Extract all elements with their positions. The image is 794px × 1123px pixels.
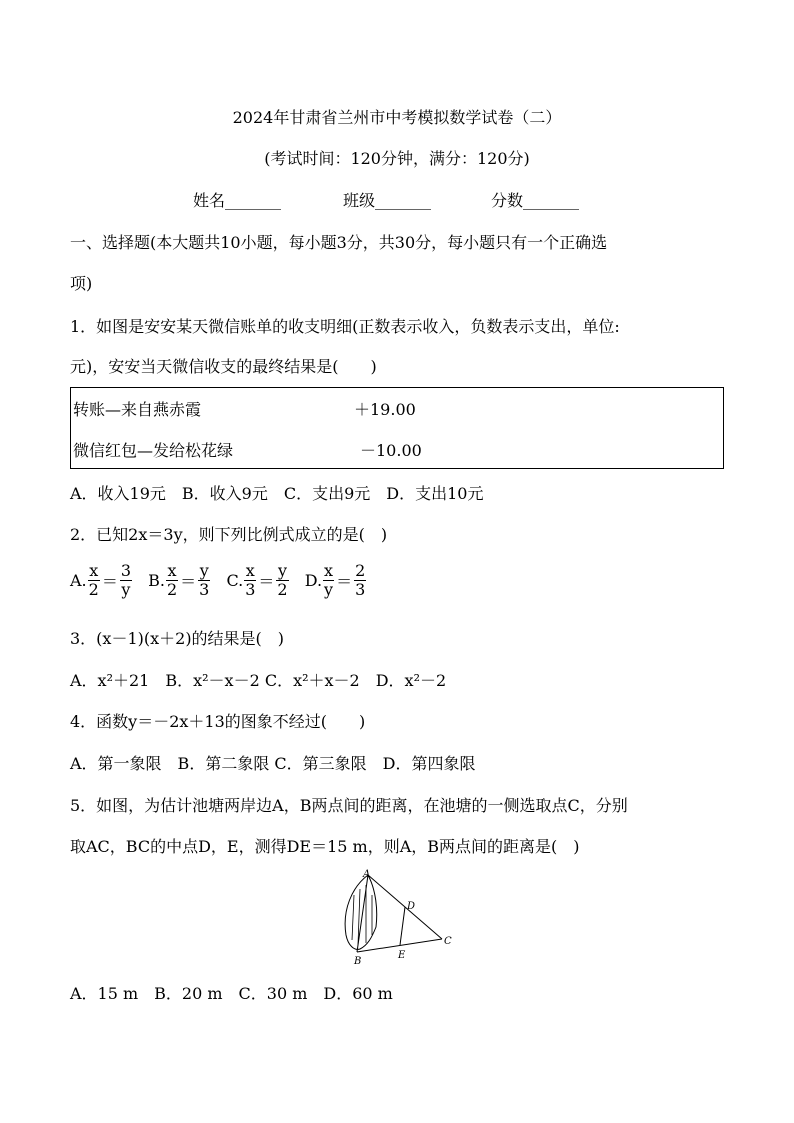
- question-1-stem: 1．如图是安安某天微信账单的收支明细(正数表示收入，负数表示支出，单位:: [70, 317, 620, 336]
- option-c: C. $\frac{x}{3}$ ＝ $\frac{y}{2}$: [226, 561, 288, 599]
- option-b: B. $\frac{x}{2}$ ＝ $\frac{y}{3}$: [148, 561, 210, 599]
- question-4-stem: 4．函数y＝－2x＋13的图象不经过( ): [70, 712, 366, 731]
- question-2-options: [70, 562, 377, 599]
- option-d: D. $\frac{x}{y}$ ＝ $\frac{2}{3}$: [304, 561, 366, 599]
- option-a: A. $\frac{x}{2}$ ＝ $\frac{3}{y}$: [70, 561, 132, 599]
- question-1-options: A．收入19元 B．收入9元 C．支出9元 D．支出10元: [70, 484, 484, 503]
- transaction-table: [70, 387, 724, 469]
- name-field: 姓名_______: [193, 191, 282, 210]
- question-5-options: A．15 m B．20 m C．30 m D．60 m: [70, 984, 393, 1003]
- segment-de: [400, 907, 405, 945]
- exam-info: (考试时间：120分钟，满分：120分): [264, 149, 530, 168]
- class-field: 班级_______: [343, 191, 432, 210]
- label-c: C: [444, 936, 452, 947]
- question-2-stem: 2．已知2x＝3y，则下列比例式成立的是( ): [70, 525, 388, 544]
- table-cell-desc: 转账—来自燕赤霞: [73, 400, 202, 419]
- label-d: D: [407, 901, 416, 912]
- table-cell-amount: －10.00: [360, 441, 422, 460]
- fraction: $\frac{3}{y}$: [120, 561, 132, 599]
- fraction: $\frac{x}{y}$: [324, 561, 334, 599]
- question-5-stem: 5．如图，为估计池塘两岸边A，B两点间的距离，在池塘的一侧选取点C，分别: [70, 796, 628, 815]
- label-a: A: [363, 869, 371, 880]
- question-3-options: A．x²＋21 B．x²－x－2 C．x²＋x－2 D．x²－2: [70, 671, 447, 690]
- section-heading-cont: 项): [70, 274, 93, 293]
- question-3-stem: 3．(x－1)(x＋2)的结果是( ): [70, 629, 285, 648]
- fraction: $\frac{y}{3}$: [199, 561, 210, 599]
- score-field: 分数_______: [491, 191, 580, 210]
- label-b: B: [354, 956, 362, 967]
- question-4-options: A．第一象限 B．第二象限 C．第三象限 D．第四象限: [70, 754, 476, 773]
- fraction: $\frac{x}{2}$: [88, 561, 99, 599]
- pond-triangle-figure: [330, 865, 460, 970]
- question-5-stem-cont: 取AC，BC的中点D，E，测得DE＝15 m，则A，B两点间的距离是( ): [70, 837, 580, 856]
- fraction: $\frac{x}{3}$: [245, 561, 256, 599]
- table-cell-amount: ＋19.00: [354, 400, 416, 419]
- section-heading: 一、选择题(本大题共10小题，每小题3分，共30分，每小题只有一个正确选: [70, 233, 608, 252]
- page-title: 2024年甘肃省兰州市中考模拟数学试卷（二）: [232, 108, 562, 127]
- label-e: E: [398, 950, 406, 961]
- fraction: $\frac{y}{2}$: [277, 561, 288, 599]
- question-1-stem-cont: 元)，安安当天微信收支的最终结果是( ): [70, 357, 377, 376]
- table-cell-desc: 微信红包—发给松花绿: [73, 441, 234, 460]
- fraction: $\frac{x}{2}$: [166, 561, 178, 599]
- fraction: $\frac{2}{3}$: [355, 561, 366, 599]
